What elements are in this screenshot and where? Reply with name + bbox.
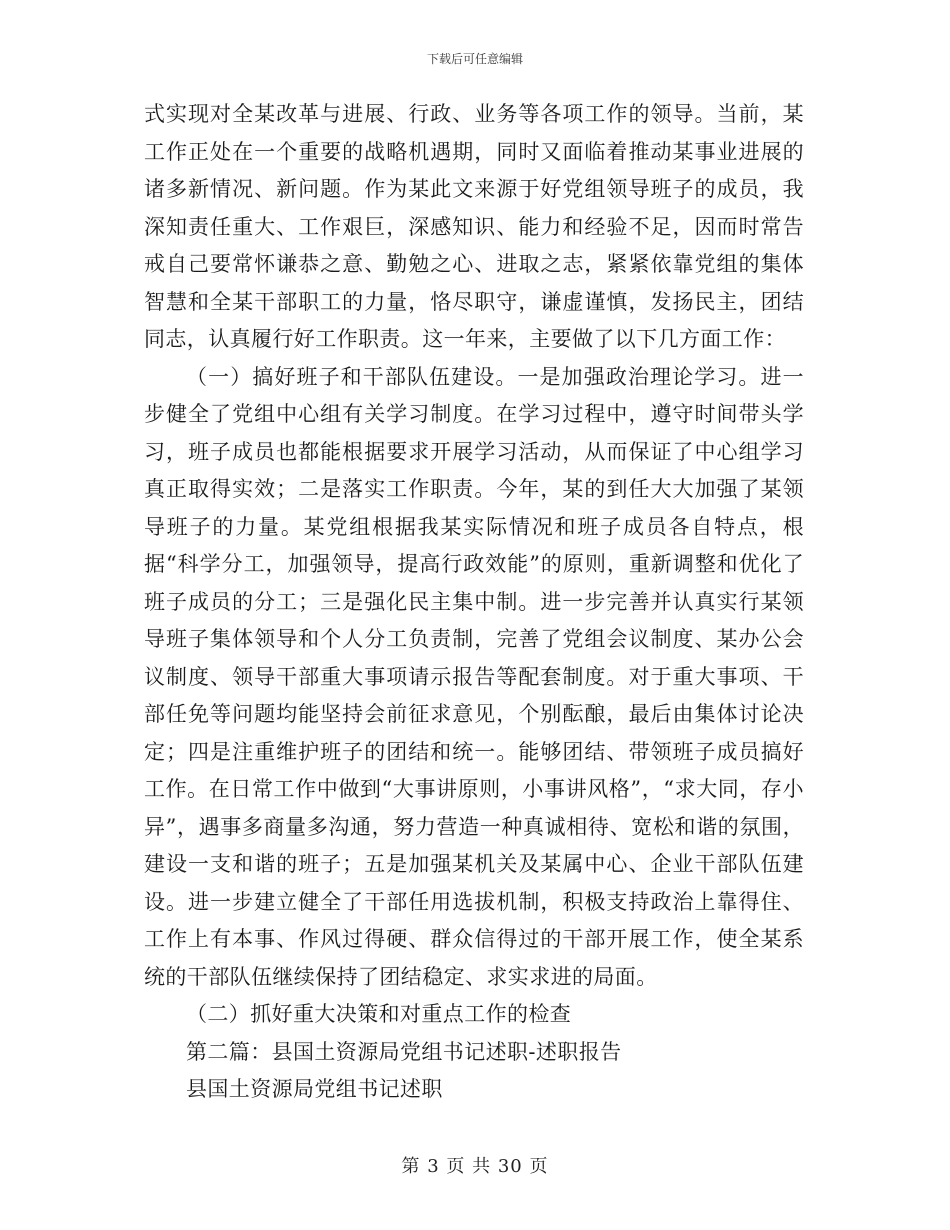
article-subtitle: 县国土资源局党组书记述职 xyxy=(186,1077,443,1101)
page-number: 第 3 页 共 30 页 xyxy=(401,1156,549,1177)
document-body xyxy=(144,96,804,1109)
paragraph-team-building: （一）搞好班子和干部队伍建设。一是加强政治理论学习。进一步健全了党组中心组有关学习制度。在学习过程中，遵守时间带头学习，班子成员也都能根据要求开展学习活动，从而保证了中心组学习真正取得实效；二是落实工作职责。今年，某的到任大大加强了某领导班子的力量。某党组根据我某实际情况和班子成员各自特点，根据“科学分工，加强领导，提高行政效能”的原则，重新调整和优化了班子成员的分工；三是强化民主集中制。进一步完善并认真实行某领导班子集体领导和个人分工负责制，完善了党组会议制度、某办公会议制度、领导干部重大事项请示报告等配套制度。对于重大事项、干部任免等问题均能坚持会前征求意见，个别酝酿，最后由集体讨论决定；四是注重维护班子的团结和统一。能够团结、带领班子成员搞好工作。在日常工作中做到“大事讲原则，小事讲风格”，“求大同，存小异”，遇事多商量多沟通，努力营造一种真诚相待、宽松和谐的氛围，建设一支和谐的班子；五是加强某机关及某属中心、企业干部队伍建设。进一步建立健全了干部任用选拔机制，积极支持政治上靠得住、工作上有本事、作风过得硬、群众信得过的干部开展工作，使全某系统的干部队伍继续保持了团结稳定、求实求进的局面。 xyxy=(144,364,804,989)
header-note: 下载后可任意编辑 xyxy=(426,52,523,66)
paragraph-intro: 式实现对全某改革与进展、行政、业务等各项工作的领导。当前，某工作正处在一个重要的战略机遇期，同时又面临着推动某事业进展的诸多新情况、新问题。作为某此文来源于好党组领导班子的成员，我深知责任重大、工作艰巨，深感知识、能力和经验不足，因而时常告戒自己要常怀谦恭之意、勤勉之心、进取之志，紧紧依靠党组的集体智慧和全某干部职工的力量，恪尽职守，谦虚谨慎，发扬民主，团结同志，认真履行好工作职责。这一年来，主要做了以下几方面工作： xyxy=(144,102,804,351)
section-heading-two: （二）抓好重大决策和对重点工作的检查 xyxy=(186,1002,572,1026)
article-title: 第二篇：县国土资源局党组书记述职-述职报告 xyxy=(186,1039,622,1064)
